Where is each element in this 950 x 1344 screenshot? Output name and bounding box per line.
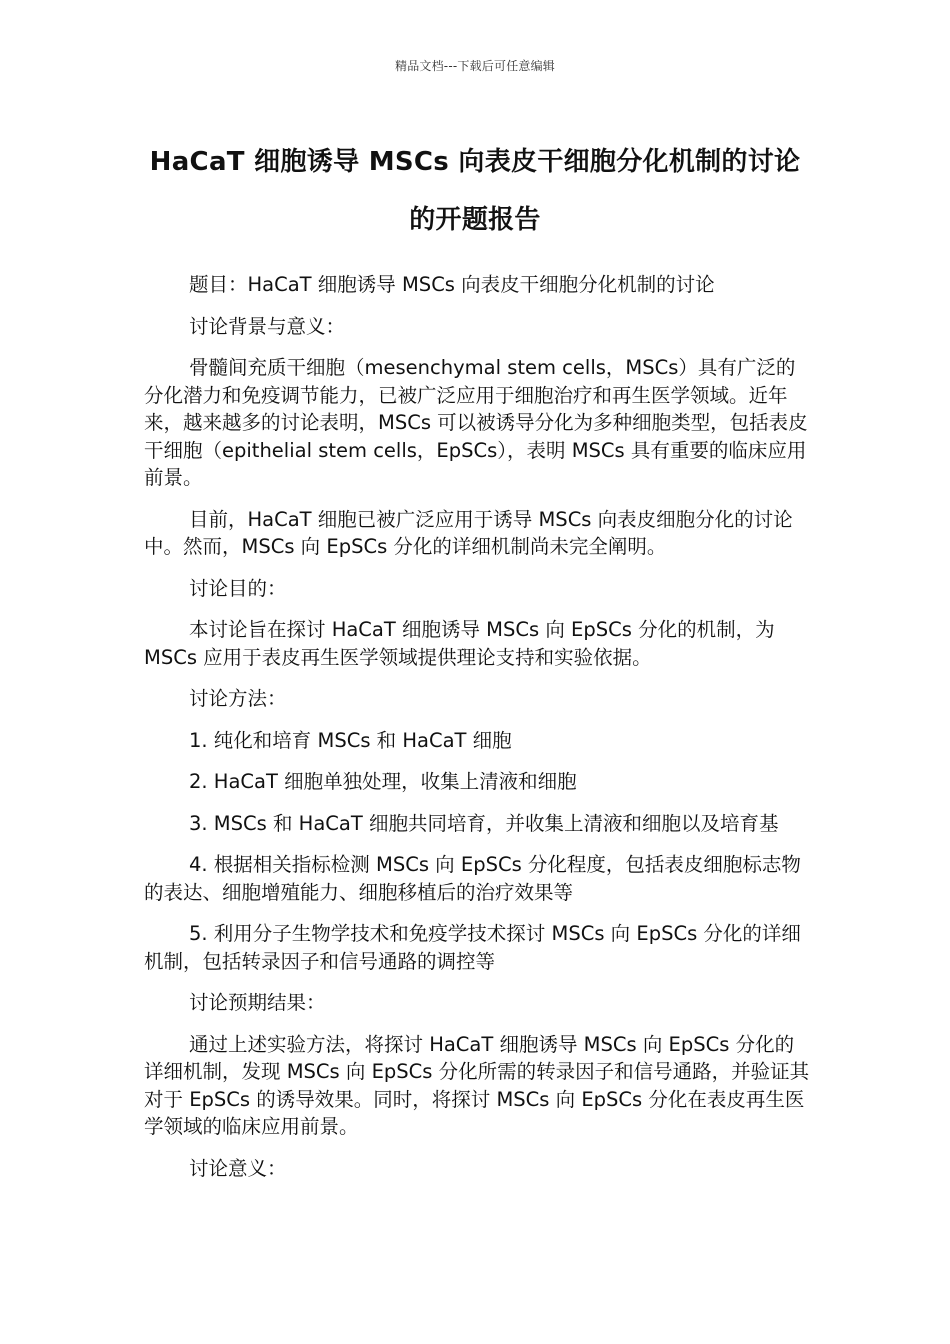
results-paragraph: 通过上述实验方法，将探讨 HaCaT 细胞诱导 MSCs 向 EpSCs 分化的详细机制，发现 MSCs 向 EpSCs 分化所需的转录因子和信号通路，并验证其对于 EpSCs 的诱导效果。同时，将探讨 MSCs 向 EpSCs 分化在表皮再生医学领域的临床应用前景。 — [144, 1032, 810, 1138]
background-heading: 讨论背景与意义： — [189, 314, 346, 338]
document-title: HaCaT 细胞诱导 MSCs 向表皮干细胞分化机制的讨论的开题报告 — [149, 147, 801, 235]
significance-heading: 讨论意义： — [189, 1156, 287, 1180]
purpose-heading: 讨论目的： — [189, 576, 287, 600]
background-paragraph-2: 目前，HaCaT 细胞已被广泛应用于诱导 MSCs 向表皮细胞分化的讨论中。然而，MSCs 向 EpSCs 分化的详细机制尚未完全阐明。 — [144, 507, 793, 558]
methods-heading: 讨论方法： — [189, 687, 287, 710]
document-body — [144, 271, 810, 1196]
methods-list-item: 5. 利用分子生物学技术和免疫学技术探讨 MSCs 向 EpSCs 分化的详细机制，包括转录因子和信号通路的调控等 — [144, 922, 801, 973]
background-paragraph-1: 骨髓间充质干细胞（mesenchymal stem cells，MSCs）具有广泛的分化潜力和免疫调节能力，已被广泛应用于细胞治疗和再生医学领域。近年来，越来越多的讨论表明，MSCs 可以被诱导分化为多种细胞类型，包括表皮干细胞（epithelial stem cells，EpSCs），表明 MSCs 具有重要的临床应用前景。 — [144, 356, 808, 489]
methods-list-item: 2. HaCaT 细胞单独处理，收集上清液和细胞 — [189, 770, 577, 793]
purpose-paragraph: 本讨论旨在探讨 HaCaT 细胞诱导 MSCs 向 EpSCs 分化的机制，为 MSCs 应用于表皮再生医学领域提供理论支持和实验依据。 — [144, 618, 775, 669]
methods-list-item: 4. 根据相关指标检测 MSCs 向 EpSCs 分化程度，包括表皮细胞标志物的表达、细胞增殖能力、细胞移植后的治疗效果等 — [144, 853, 801, 904]
topic-line: 题目：HaCaT 细胞诱导 MSCs 向表皮干细胞分化机制的讨论 — [189, 273, 715, 296]
header-note: 精品文档---下载后可任意编辑 — [395, 59, 555, 73]
results-heading: 讨论预期结果： — [189, 991, 326, 1014]
methods-list-item: 3. MSCs 和 HaCaT 细胞共同培育，并收集上清液和细胞以及培育基 — [189, 811, 779, 835]
methods-list-item: 1. 纯化和培育 MSCs 和 HaCaT 细胞 — [189, 728, 512, 752]
methods-list — [144, 727, 810, 976]
